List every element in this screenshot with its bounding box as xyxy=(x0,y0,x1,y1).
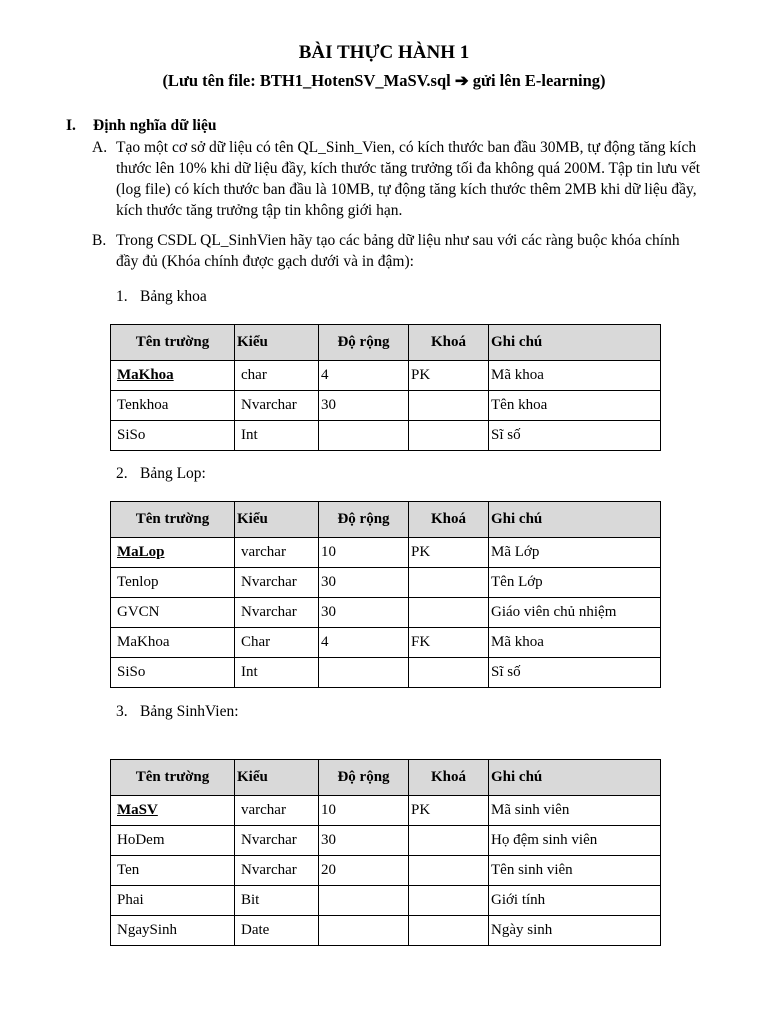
paragraph-text: Tạo một cơ sở dữ liệu có tên QL_Sinh_Vien, có kích thước ban đầu 30MB, tự động tăng kích thước lên 10% khi dữ liệu đầy, kích thước tăng trưởng tối đa không quá 200M. Tập tin lưu vết (log file) có kích thước ban đầu là 10MB, tự động tăng kích thước thêm 2MB khi dữ liệu đầy, kích thước tăng trưởng tập tin không giới hạn. xyxy=(116,139,701,219)
field-name: MaKhoa xyxy=(111,628,235,658)
field-note: Họ đệm sinh viên xyxy=(489,826,661,856)
table-row xyxy=(111,421,661,451)
field-key xyxy=(409,391,489,421)
table-row xyxy=(111,391,661,421)
column-header: Ghi chú xyxy=(489,760,661,796)
table-sinhvien xyxy=(110,759,661,946)
section-number: I. xyxy=(66,117,76,134)
field-type: char xyxy=(235,361,319,391)
field-key: PK xyxy=(409,538,489,568)
field-type: Int xyxy=(235,421,319,451)
table-row xyxy=(111,856,661,886)
field-type: Nvarchar xyxy=(235,391,319,421)
field-name: Tenkhoa xyxy=(111,391,235,421)
field-key xyxy=(409,886,489,916)
table-row xyxy=(111,916,661,946)
field-type: Bit xyxy=(235,886,319,916)
field-type: Date xyxy=(235,916,319,946)
field-key xyxy=(409,568,489,598)
field-name: SiSo xyxy=(111,421,235,451)
field-key: FK xyxy=(409,628,489,658)
table-caption-khoa xyxy=(116,288,207,306)
field-key xyxy=(409,916,489,946)
table-caption-lop xyxy=(116,465,206,483)
page-title: BÀI THỰC HÀNH 1 xyxy=(298,42,470,63)
field-note: Sĩ số xyxy=(489,658,661,688)
field-note: Tên Lớp xyxy=(489,568,661,598)
table-row xyxy=(111,568,661,598)
field-width: 30 xyxy=(319,391,409,421)
section-title: Định nghĩa dữ liệu xyxy=(93,117,217,134)
caption-text: Bảng Lop: xyxy=(140,465,206,482)
field-note: Sĩ số xyxy=(489,421,661,451)
field-width xyxy=(319,916,409,946)
field-width xyxy=(319,886,409,916)
field-name: MaKhoa xyxy=(111,361,235,391)
field-width: 4 xyxy=(319,628,409,658)
field-type: Nvarchar xyxy=(235,598,319,628)
column-header: Kiểu xyxy=(235,502,319,538)
field-width: 10 xyxy=(319,538,409,568)
field-note: Ngày sinh xyxy=(489,916,661,946)
field-name: GVCN xyxy=(111,598,235,628)
field-note: Giáo viên chủ nhiệm xyxy=(489,598,661,628)
field-name: HoDem xyxy=(111,826,235,856)
table-khoa xyxy=(110,324,661,451)
field-key xyxy=(409,658,489,688)
column-header: Tên trường xyxy=(111,325,235,361)
column-header: Khoá xyxy=(409,760,489,796)
table-row xyxy=(111,886,661,916)
field-width: 10 xyxy=(319,796,409,826)
field-name: Phai xyxy=(111,886,235,916)
field-note: Mã Lớp xyxy=(489,538,661,568)
table-header-row xyxy=(111,502,661,538)
column-header: Kiểu xyxy=(235,325,319,361)
column-header: Độ rộng xyxy=(319,502,409,538)
field-note: Tên sinh viên xyxy=(489,856,661,886)
column-header: Khoá xyxy=(409,325,489,361)
field-key: PK xyxy=(409,361,489,391)
field-type: Int xyxy=(235,658,319,688)
field-note: Giới tính xyxy=(489,886,661,916)
table-row xyxy=(111,826,661,856)
column-header: Độ rộng xyxy=(319,325,409,361)
table-row xyxy=(111,658,661,688)
field-note: Mã khoa xyxy=(489,361,661,391)
field-name: NgaySinh xyxy=(111,916,235,946)
field-type: Nvarchar xyxy=(235,856,319,886)
field-name: Ten xyxy=(111,856,235,886)
field-type: varchar xyxy=(235,796,319,826)
field-key xyxy=(409,598,489,628)
table-header-row xyxy=(111,325,661,361)
table-header-row xyxy=(111,760,661,796)
field-note: Mã sinh viên xyxy=(489,796,661,826)
table-caption-sinhvien xyxy=(116,703,239,721)
table-row xyxy=(111,598,661,628)
caption-text: Bảng khoa xyxy=(140,288,207,305)
field-key xyxy=(409,421,489,451)
field-name: SiSo xyxy=(111,658,235,688)
field-name: MaLop xyxy=(111,538,235,568)
field-width xyxy=(319,421,409,451)
paragraph-label: B. xyxy=(92,232,107,249)
table-row xyxy=(111,628,661,658)
caption-number: 1. xyxy=(116,288,128,305)
table-lop xyxy=(110,501,661,688)
field-key: PK xyxy=(409,796,489,826)
column-header: Độ rộng xyxy=(319,760,409,796)
field-width xyxy=(319,658,409,688)
paragraph-text: Trong CSDL QL_SinhVien hãy tạo các bảng dữ liệu như sau với các ràng buộc khóa chính đầy đủ (Khóa chính được gạch dưới và in đậm): xyxy=(116,232,680,270)
field-type: Nvarchar xyxy=(235,568,319,598)
table-row xyxy=(111,796,661,826)
caption-number: 3. xyxy=(116,703,128,720)
section-heading xyxy=(66,117,216,135)
column-header: Tên trường xyxy=(111,760,235,796)
column-header: Tên trường xyxy=(111,502,235,538)
field-width: 4 xyxy=(319,361,409,391)
field-note: Tên khoa xyxy=(489,391,661,421)
table-row xyxy=(111,538,661,568)
field-note: Mã khoa xyxy=(489,628,661,658)
paragraph-label: A. xyxy=(92,139,108,156)
column-header: Kiểu xyxy=(235,760,319,796)
caption-text: Bảng SinhVien: xyxy=(140,703,239,720)
field-width: 30 xyxy=(319,598,409,628)
page-subtitle: (Lưu tên file: BTH1_HotenSV_MaSV.sql ➔ gửi lên E-learning) xyxy=(162,71,606,90)
paragraph-b xyxy=(92,230,704,272)
field-name: Tenlop xyxy=(111,568,235,598)
field-width: 20 xyxy=(319,856,409,886)
field-key xyxy=(409,826,489,856)
field-width: 30 xyxy=(319,826,409,856)
table-row xyxy=(111,361,661,391)
field-type: varchar xyxy=(235,538,319,568)
column-header: Ghi chú xyxy=(489,502,661,538)
field-type: Char xyxy=(235,628,319,658)
column-header: Ghi chú xyxy=(489,325,661,361)
caption-number: 2. xyxy=(116,465,128,482)
field-key xyxy=(409,856,489,886)
field-width: 30 xyxy=(319,568,409,598)
column-header: Khoá xyxy=(409,502,489,538)
field-name: MaSV xyxy=(111,796,235,826)
field-type: Nvarchar xyxy=(235,826,319,856)
paragraph-a xyxy=(92,137,704,221)
